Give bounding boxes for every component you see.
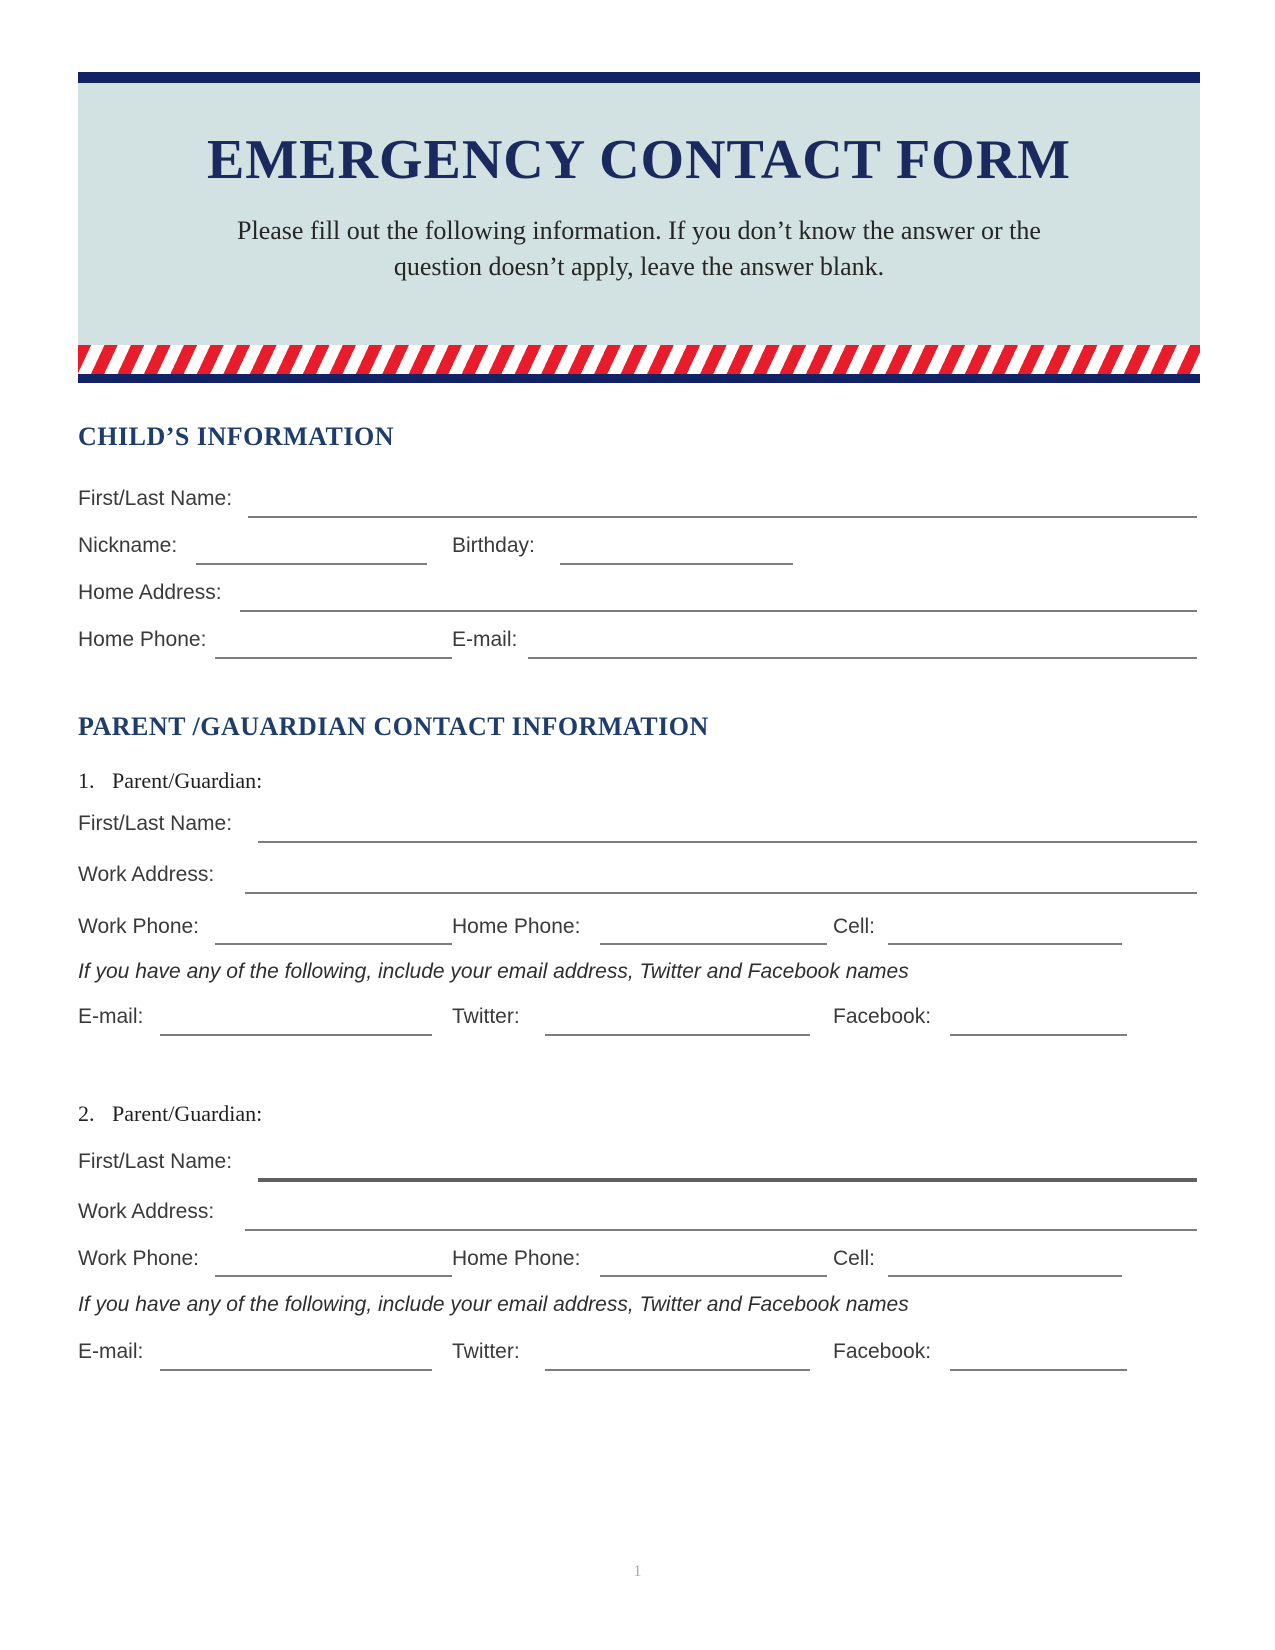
child-section-heading: CHILD’S INFORMATION [78, 422, 394, 451]
parent2-social-note: If you have any of the following, include your email address, Twitter and Facebook names [78, 1293, 909, 1316]
parent2-email-label: E-mail: [78, 1340, 144, 1363]
child-home-phone-line[interactable] [215, 657, 452, 659]
child-first-last-name-line[interactable] [248, 516, 1197, 518]
parent1-cell-line[interactable] [888, 943, 1122, 945]
parent2-facebook-line[interactable] [950, 1369, 1127, 1371]
parent2-facebook-label: Facebook: [833, 1340, 932, 1363]
parent1-first-last-name-line[interactable] [258, 841, 1197, 843]
parent2-home-phone-line[interactable] [600, 1275, 827, 1277]
parent2-work-address-line[interactable] [245, 1229, 1197, 1231]
parent2-home-phone-label: Home Phone: [452, 1247, 581, 1270]
parent1-email-line[interactable] [160, 1034, 432, 1036]
child-email-label: E-mail: [452, 628, 518, 651]
form-subtitle-line1: Please fill out the following information. If you don’t know the answer or the [237, 216, 1041, 245]
child-nickname-label: Nickname: [78, 534, 178, 557]
parent1-home-phone-line[interactable] [600, 943, 827, 945]
child-email-line[interactable] [528, 657, 1197, 659]
child-first-last-name-label: First/Last Name: [78, 487, 233, 510]
parent2-work-phone-label: Work Phone: [78, 1247, 200, 1270]
parent1-social-note: If you have any of the following, include your email address, Twitter and Facebook names [78, 960, 909, 983]
child-home-phone-label: Home Phone: [78, 628, 207, 651]
child-birthday-label: Birthday: [452, 534, 535, 557]
parent2-cell-line[interactable] [888, 1275, 1122, 1277]
header-top-bar [78, 72, 1200, 83]
parent1-work-address-label: Work Address: [78, 863, 215, 886]
parent1-work-phone-line[interactable] [215, 943, 452, 945]
parent1-first-last-name-label: First/Last Name: [78, 812, 233, 835]
page-number: 1 [633, 1563, 642, 1580]
header-banner [78, 83, 1200, 345]
child-home-address-label: Home Address: [78, 581, 222, 604]
parent1-facebook-label: Facebook: [833, 1005, 932, 1028]
parent2-email-line[interactable] [160, 1369, 432, 1371]
parent1-facebook-line[interactable] [950, 1034, 1127, 1036]
parent2-twitter-label: Twitter: [452, 1340, 520, 1363]
parent1-work-address-line[interactable] [245, 892, 1197, 894]
parent1-email-label: E-mail: [78, 1005, 144, 1028]
child-nickname-line[interactable] [196, 563, 427, 565]
parent2-first-last-name-line[interactable] [258, 1178, 1197, 1182]
parent2-heading [78, 1101, 262, 1127]
parent1-cell-label: Cell: [833, 915, 876, 938]
warning-stripes-ribbon [78, 345, 1200, 374]
parent1-number: 1. [78, 768, 95, 793]
parent1-home-phone-label: Home Phone: [452, 915, 581, 938]
header-bottom-bar [78, 374, 1200, 383]
parent2-title: Parent/Guardian: [112, 1101, 263, 1126]
parent2-first-last-name-label: First/Last Name: [78, 1150, 233, 1173]
parent1-twitter-line[interactable] [545, 1034, 810, 1036]
parent1-title: Parent/Guardian: [112, 768, 263, 793]
parent-section-heading: PARENT /GAUARDIAN CONTACT INFORMATION [78, 712, 709, 741]
parent2-work-phone-line[interactable] [215, 1275, 452, 1277]
parent1-twitter-label: Twitter: [452, 1005, 520, 1028]
child-birthday-line[interactable] [560, 563, 793, 565]
form-title: EMERGENCY CONTACT FORM [206, 129, 1072, 191]
form-subtitle-line2: question doesn’t apply, leave the answer blank. [393, 252, 885, 281]
parent2-work-address-label: Work Address: [78, 1200, 215, 1223]
parent2-number: 2. [78, 1101, 95, 1126]
parent2-twitter-line[interactable] [545, 1369, 810, 1371]
parent2-cell-label: Cell: [833, 1247, 876, 1270]
parent1-work-phone-label: Work Phone: [78, 915, 200, 938]
parent1-heading [78, 768, 262, 794]
child-home-address-line[interactable] [240, 610, 1197, 612]
